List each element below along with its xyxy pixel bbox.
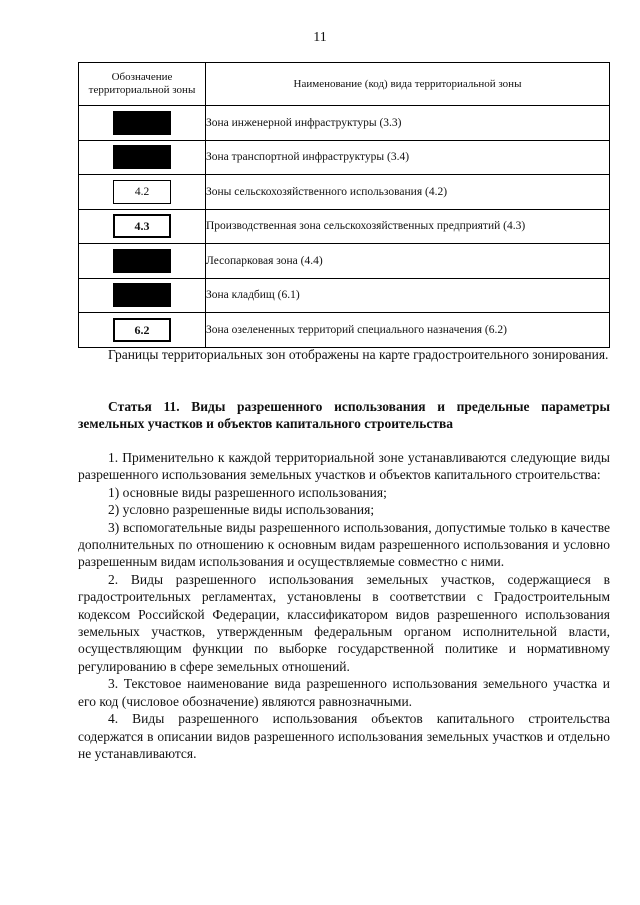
article-paragraph: 4. Виды разрешенного использования объектов капитального строительства содержатся в описании видов разрешенного использования земельных участков и отдельно не устанавливаются. — [78, 711, 610, 761]
table-row — [79, 278, 610, 313]
zone-code-cell — [79, 175, 206, 210]
header-zone-name: Наименование (код) вида территориальной зоны — [206, 63, 610, 106]
zone-swatch: 4.2 — [113, 180, 171, 204]
zone-code-cell — [79, 106, 206, 141]
zone-code-cell — [79, 140, 206, 175]
page-number: 11 — [313, 30, 327, 45]
article-paragraph: 3. Текстовое наименование вида разрешенного использования земельного участка и его код (числовое обозначение) являются равнозначными. — [78, 676, 610, 709]
zone-code-cell — [79, 278, 206, 313]
zone-name-cell: Зона кладбищ (6.1) — [206, 278, 610, 313]
zone-swatch — [113, 249, 171, 273]
note-block — [78, 346, 610, 363]
zone-code-cell — [79, 313, 206, 348]
article-heading-block — [78, 398, 610, 432]
zone-code-cell — [79, 209, 206, 244]
article-body — [78, 449, 610, 762]
zone-swatch — [113, 145, 171, 169]
zone-swatch: 4.3 — [113, 214, 171, 238]
article-paragraph: 1. Применительно к каждой территориальной зоне устанавливаются следующие виды разрешенного использования земельных участков и объектов капитального строительства: — [78, 450, 610, 483]
zone-name-cell: Зоны сельскохозяйственного использования (4.2) — [206, 175, 610, 210]
zone-name-cell: Зона транспортной инфраструктуры (3.4) — [206, 140, 610, 175]
article-paragraph: 3) вспомогательные виды разрешенного использования, допустимые только в качестве дополнительных по отношению к основным видам разрешенного использования и условно разрешенным видам использования и осуществляемые совместно с ними. — [78, 519, 610, 570]
table-header-row — [79, 63, 610, 106]
article-paragraph: 2. Виды разрешенного использования земельных участков, содержащиеся в градостроительных регламентах, установлены в соответствии с Градостроительным кодексом Российской Федерации, классификатором видов разрешенного использования земельных участков, утвержденным федеральным органом исполнительной власти, осуществляющим функции по выборке государственной политике и нормативному регулированию в сфере земельных отношений. — [78, 571, 610, 674]
table-row — [79, 209, 610, 244]
table-row — [79, 106, 610, 141]
article-paragraph: 2) условно разрешенные виды использования; — [108, 502, 375, 518]
zone-swatch: 6.2 — [113, 318, 171, 342]
article-paragraph: 1) основные виды разрешенного использования; — [108, 484, 387, 500]
table-row — [79, 244, 610, 279]
zone-name-cell: Лесопарковая зона (4.4) — [206, 244, 610, 279]
zones-table — [78, 62, 610, 348]
zone-swatch — [113, 111, 171, 135]
zones-note: Границы территориальных зон отображены на карте градостроительного зонирования. — [108, 347, 609, 362]
zone-name-cell: Зона инженерной инфраструктуры (3.3) — [206, 106, 610, 141]
zone-name-cell: Производственная зона сельскохозяйственных предприятий (4.3) — [206, 209, 610, 244]
table-row — [79, 140, 610, 175]
table-row — [79, 175, 610, 210]
zone-swatch — [113, 283, 171, 307]
zone-name-cell: Зона озелененных территорий специального назначения (6.2) — [206, 313, 610, 348]
zone-code-cell — [79, 244, 206, 279]
table-row — [79, 313, 610, 348]
article-heading: Статья 11. Виды разрешенного использования и предельные параметры земельных участков и объектов капитального строительства — [78, 399, 610, 431]
header-zone-code: Обозначение территориальной зоны — [79, 63, 206, 106]
